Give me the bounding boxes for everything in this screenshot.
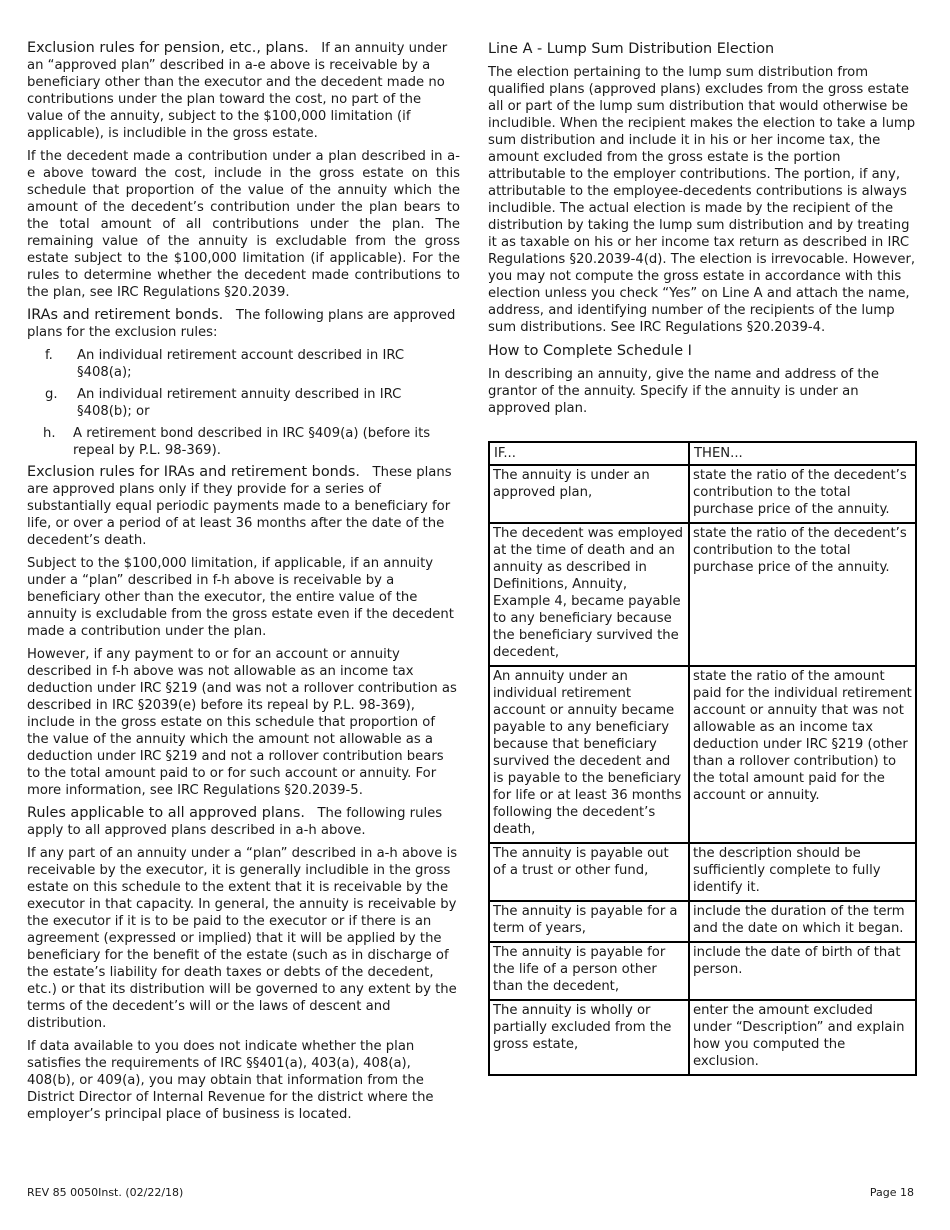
then-cell: state the ratio of the decedent’s contribution to the total purchase price of the annuity. <box>689 465 916 523</box>
then-cell: the description should be sufficiently complete to fully identify it. <box>689 843 916 901</box>
form-number: REV 85 0050Inst. (02/22/18) <box>27 1186 184 1199</box>
left-column <box>27 40 460 1129</box>
approved-plans-rules-paragraph <box>27 805 460 839</box>
limitation-paragraph: Subject to the $100,000 limitation, if applicable, if an annuity under a “plan” described in f-h above is receivable by a beneficiary other than the executor, the entire value of the annuity is excludable from the gross estate even if the decedent made a contribution under the plan. <box>27 556 454 639</box>
pension-exclusion-text: If an annuity under an “approved plan” described in a-e above is receivable by a beneficiary other than the executor and the decedent made no contributions under the plan toward the cost, no part of the value of the annuity, subject to the $100,000 limitation (if applicable), is includible in the gross estate. <box>27 41 448 141</box>
list-text: An individual retirement annuity described in IRC §408(b); or <box>77 387 402 419</box>
if-cell: The annuity is wholly or partially excluded from the gross estate, <box>489 1000 689 1075</box>
table-row <box>489 942 916 1000</box>
deduction-paragraph: However, if any payment to or for an account or annuity described in f-h above was not allowable as an income tax deduction under IRC §219 (and was not a rollover contribution as described in IRC §2039(e) before its repeal by P.L. 98-369), include in the gross estate on this schedule that proportion of the value of the annuity which the amount not allowable as a deduction under IRC §219 and not a rollover contribution bears to the total amount paid to or for such account or annuity. For more information, see IRC Regulations §20.2039-5. <box>27 647 457 798</box>
describing-annuity-paragraph: In describing an annuity, give the name and address of the grantor of the annuity. Specify if the annuity is under an approved plan. <box>488 367 880 416</box>
ira-bonds-heading: IRAs and retirement bonds. <box>27 307 224 323</box>
if-then-table <box>488 441 917 1076</box>
if-cell: An annuity under an individual retirement account or annuity became payable to any beneficiary because that beneficiary survived the decedent and is payable to the beneficiary for life or at least 36 months following the decedent’s death, <box>489 666 689 843</box>
then-cell: include the duration of the term and the date on which it began. <box>689 901 916 942</box>
table-row <box>489 901 916 942</box>
executor-paragraph: If any part of an annuity under a “plan” described in a-h above is receivable by the executor, it is generally includible in the gross estate on this schedule to the extent that it is receivable by the executor in that capacity. In general, the annuity is receivable by the executor if it is to be paid to the executor or if there is an agreement (expressed or implied) that it will be applied by the beneficiary for the benefit of the estate (such as in discharge of the estate’s liability for death taxes or debts of the decedent, etc.) or that its distribution will be governed to any extent by the terms of the decedent’s will or the laws of descent and distribution. <box>27 846 458 1031</box>
then-header: THEN... <box>689 442 916 465</box>
list-marker: f. <box>45 348 53 363</box>
then-cell: state the ratio of the decedent’s contribution to the total purchase price of the annuity. <box>689 523 916 666</box>
list-marker: h. <box>43 426 56 441</box>
data-availability-paragraph: If data available to you does not indicate whether the plan satisfies the requirements of IRC §§401(a), 403(a), 408(a), 408(b), or 409(a), you may obtain that information from the District Director of Internal Revenue for the district where the employer’s principal place of business is located. <box>27 1039 434 1122</box>
table-row <box>489 666 916 843</box>
table-row <box>489 465 916 523</box>
approved-plans-list <box>27 347 460 459</box>
if-cell: The decedent was employed at the time of death and an annuity as described in Definitions, Annuity, Example 4, became payable to any beneficiary because the beneficiary survived the decedent, <box>489 523 689 666</box>
lump-sum-heading: Line A - Lump Sum Distribution Election <box>488 41 775 57</box>
ira-exclusion-text: These plans are approved plans only if they provide for a series of substantially equal periodic payments made to a beneficiary for life, or over a period of at least 36 months after the date of the decedent’s death. <box>27 465 452 548</box>
list-item <box>27 425 460 459</box>
if-cell: The annuity is payable out of a trust or other fund, <box>489 843 689 901</box>
ira-exclusion-paragraph <box>27 464 460 549</box>
ira-bonds-paragraph <box>27 307 460 341</box>
page-number: Page 18 <box>869 1186 914 1199</box>
table-row <box>489 523 916 666</box>
if-header: IF... <box>489 442 689 465</box>
pension-exclusion-paragraph <box>27 40 460 142</box>
table-row <box>489 843 916 901</box>
pension-exclusion-heading: Exclusion rules for pension, etc., plans. <box>27 40 309 56</box>
list-marker: g. <box>45 387 58 402</box>
decedent-contribution-paragraph: If the decedent made a contribution under a plan described in a-e above toward the cost, include in the gross estate on this schedule that proportion of the value of the annuity which the amount of the decedent’s contribution under the plan bears to the total amount of all contributions under the plan. The remaining value of the annuity is excludable from the gross estate subject to the $100,000 limitation (if applicable). For the rules to determine whether the decedent made contributions to the plan, see IRC Regulations §20.2039. <box>27 149 460 300</box>
if-cell: The annuity is payable for the life of a person other than the decedent, <box>489 942 689 1000</box>
list-text: A retirement bond described in IRC §409(a) (before its repeal by P.L. 98-369). <box>73 426 431 458</box>
approved-plans-rules-heading: Rules applicable to all approved plans. <box>27 805 305 821</box>
then-cell: include the date of birth of that person. <box>689 942 916 1000</box>
list-item <box>27 347 460 381</box>
approved-plans-rules-text: The following rules apply to all approved plans described in a-h above. <box>27 806 443 838</box>
right-column <box>488 40 916 1076</box>
then-cell: state the ratio of the amount paid for the individual retirement account or annuity that was not allowable as an income tax deduction under IRC §219 (other than a rollover contribution) to the total amount paid for the account or annuity. <box>689 666 916 843</box>
if-cell: The annuity is under an approved plan, <box>489 465 689 523</box>
ira-exclusion-heading: Exclusion rules for IRAs and retirement bonds. <box>27 464 360 480</box>
ira-bonds-text: The following plans are approved plans for the exclusion rules: <box>27 308 456 340</box>
then-cell: enter the amount excluded under “Description” and explain how you computed the exclusion. <box>689 1000 916 1075</box>
how-to-complete-heading: How to Complete Schedule I <box>488 343 692 359</box>
list-item <box>27 386 460 420</box>
table-row <box>489 1000 916 1075</box>
if-cell: The annuity is payable for a term of years, <box>489 901 689 942</box>
list-text: An individual retirement account described in IRC §408(a); <box>77 348 405 380</box>
table-header-row <box>489 442 916 465</box>
lump-sum-paragraph: The election pertaining to the lump sum distribution from qualified plans (approved plans) excludes from the gross estate all or part of the lump sum distribution that would otherwise be includible. When the recipient makes the election to take a lump sum distribution and include it in his or her income tax, the amount excluded from the gross estate is the portion attributable to the employer contributions. The portion, if any, attributable to the employee-decedents contributions is always includible. The actual election is made by the recipient of the distribution by taking the lump sum distribution and by treating it as taxable on his or her income tax return as described in IRC Regulations §20.2039-4(d). The election is irrevocable. However, you may not compute the gross estate in accordance with this election unless you check “Yes” on Line A and attach the name, address, and identifying number of the recipients of the lump sum distributions. See IRC Regulations §20.2039-4. <box>488 65 916 335</box>
